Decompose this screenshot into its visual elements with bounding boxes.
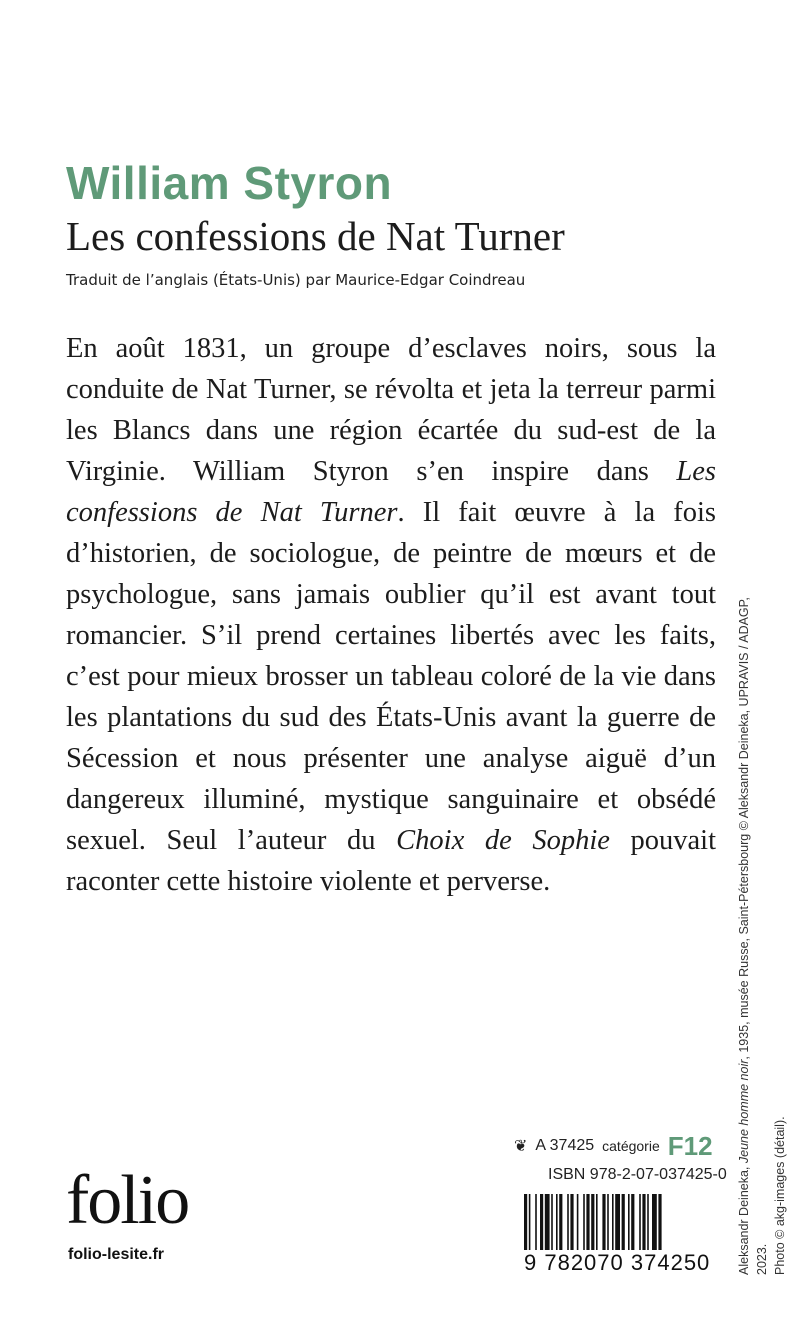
author-name: William Styron (66, 157, 393, 209)
translator-line: Traduit de l’anglais (États-Unis) par Maurice-Edgar Coindreau (66, 271, 526, 289)
credit-line-1 (735, 580, 771, 1275)
blurb-part-3: pouvait raconter cette histoire violente et perverse. (66, 825, 716, 897)
category-code: F12 (667, 1130, 713, 1161)
image-credit (735, 580, 787, 1275)
folio-logo: folio (66, 1162, 189, 1239)
fleuron-icon: ❦ (514, 1138, 528, 1155)
isbn: ISBN 978-2-07-037425-0 (548, 1166, 727, 1183)
catalog-code-line (514, 1130, 714, 1162)
credit-work-italic: Jeune homme noir (737, 1059, 751, 1164)
blurb-part-2: . Il fait œuvre à la fois d’historien, de sociologue, de peintre de mœurs et de psychologue, sans jamais oublier qu’il est avant tout romancier. S’il prend certaines libertés avec les faits, c’est pour mieux brosser un tableau coloré de la vie dans les plantations du sud des États-Unis avant la guerre de Sécession et nous présenter une analyse aiguë d’un dangereux illuminé, mystique sanguinaire et obsédé sexuel. Seul l’auteur du (66, 497, 716, 856)
publisher-website: folio-lesite.fr (68, 1246, 165, 1263)
blurb-sophie-italic: Choix de Sophie (396, 825, 610, 856)
barcode-digits: 9 782070 374250 (524, 1250, 711, 1275)
book-title: Les confessions de Nat Turner (66, 213, 565, 259)
credit-artist: Aleksandr Deineka, (737, 1163, 751, 1275)
blurb-text (66, 328, 716, 902)
blurb-part-1: En août 1831, un groupe d’esclaves noirs, sous la conduite de Nat Turner, se révolta et jeta la terreur parmi les Blancs dans une région écartée du sud-est de la Virginie. William Styron s’en inspire dans (66, 333, 716, 487)
category-label: catégorie (602, 1138, 660, 1154)
credit-line-2: Photo © akg-images (détail). (773, 1116, 787, 1275)
catalog-code: A 37425 (535, 1137, 595, 1154)
credit-details: , 1935, musée Russe, Saint-Pétersbourg © Aleksandr Deineka, UPRAVIS / ADAGP, 2023. (737, 597, 769, 1275)
blurb-title-italic: Les confessions de Nat Turner (66, 456, 716, 528)
